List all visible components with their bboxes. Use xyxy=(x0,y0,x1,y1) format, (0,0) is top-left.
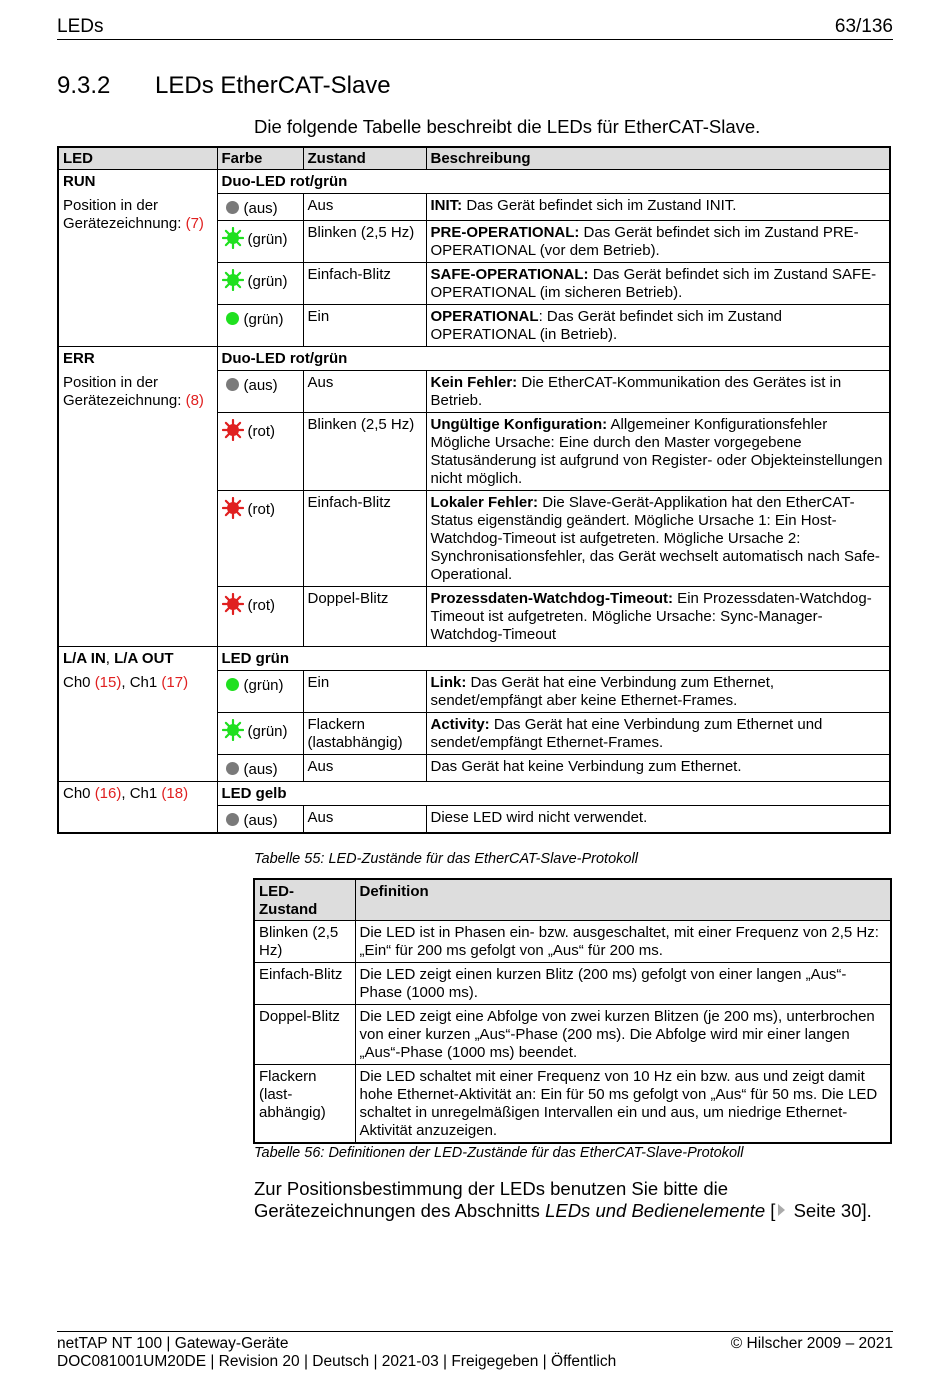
description-bold: Link: xyxy=(430,674,467,691)
ch1-ref[interactable]: (17) xyxy=(161,673,189,691)
color-label: (grün) xyxy=(247,231,288,248)
description-bold: Activity: xyxy=(430,716,490,733)
color-label: (grün) xyxy=(247,273,288,290)
section-number: 9.3.2 xyxy=(57,72,111,99)
group-type-row xyxy=(58,647,890,671)
led-type-cell xyxy=(217,347,890,371)
color-cell xyxy=(217,371,303,413)
state-cell: Blinken (2,5 Hz) xyxy=(303,221,426,263)
position-ref[interactable]: (7) xyxy=(185,214,204,232)
color-cell xyxy=(217,263,303,305)
footer-doc-info: DOC081001UM20DE | Revision 20 | Deutsch | 2021-03 | Freigegeben | Öffentlich xyxy=(57,1353,617,1370)
color-label: (rot) xyxy=(247,501,275,518)
state-cell: Aus xyxy=(303,755,426,782)
table-row xyxy=(58,371,890,413)
col-header-beschreibung: Beschreibung xyxy=(426,147,890,170)
description-text: Das Gerät befindet sich im Zustand INIT. xyxy=(462,197,737,214)
description-bold: Ungültige Konfiguration: xyxy=(430,416,608,433)
header-section: LEDs xyxy=(57,16,104,37)
description-text: Die Slave-Gerät-Applikation hat den EtherCAT-Status eigenständig geändert. Mögliche Ursache 1: Ein Host-Watchdog-Timeout ist aufgetreten. Mögliche Ursache 2: Synchronisationsfehler, das Gerät wechselt automatisch nach Safe-Operational. xyxy=(430,494,880,583)
grey-dot-icon xyxy=(226,378,239,391)
led-name-cell xyxy=(58,170,217,194)
table-row xyxy=(58,671,890,713)
color-cell xyxy=(217,413,303,491)
state-cell: Ein xyxy=(303,671,426,713)
description-text: Das Gerät befindet sich im Zustand SAFE-OPERATIONAL (im sicheren Betrieb). xyxy=(430,266,877,301)
led-type-cell xyxy=(217,647,890,671)
description-cell xyxy=(426,713,890,755)
green-blink-icon xyxy=(222,719,244,741)
description-bold: Kein Fehler: xyxy=(430,374,518,391)
description-bold: PRE-OPERATIONAL: xyxy=(430,224,580,241)
green-blink-icon xyxy=(222,269,244,291)
led-type: LED gelb xyxy=(221,785,287,802)
color-label: (aus) xyxy=(243,377,278,394)
page-footer xyxy=(57,1331,893,1371)
description-cell xyxy=(426,221,890,263)
led-position-cell xyxy=(58,671,217,782)
description-cell xyxy=(426,587,890,647)
color-label: (aus) xyxy=(243,200,278,217)
ch0-ref[interactable]: (15) xyxy=(94,673,122,691)
description-text: Das Gerät hat eine Verbindung zum Ethernet, sendet/empfängt aber keine Ethernet-Frames. xyxy=(430,674,775,709)
color-label: (rot) xyxy=(247,423,275,440)
red-blink-icon xyxy=(222,419,244,441)
section-title: LEDs EtherCAT-Slave xyxy=(155,72,391,99)
ch1-ref[interactable]: (18) xyxy=(161,785,189,802)
description-cell xyxy=(426,305,890,347)
description-text: : Das Gerät befindet sich im Zustand OPERATIONAL (in Betrieb). xyxy=(430,308,783,343)
color-cell xyxy=(217,806,303,834)
ch0-label: Ch0 xyxy=(63,785,95,802)
position-ref[interactable]: (8) xyxy=(185,391,204,409)
state-cell: Aus xyxy=(303,806,426,834)
col-header-farbe: Farbe xyxy=(217,147,303,170)
group-type-row xyxy=(58,170,890,194)
green-blink-icon xyxy=(222,227,244,249)
grey-dot-icon xyxy=(226,813,239,826)
color-label: (aus) xyxy=(243,812,278,829)
state-cell: Aus xyxy=(303,194,426,221)
arrow-right-icon xyxy=(778,1204,785,1216)
led-name-la-in: L/A IN xyxy=(63,650,106,667)
color-label: (rot) xyxy=(247,597,275,614)
color-label: (aus) xyxy=(243,761,278,778)
page-ref-link[interactable]: Seite 30 xyxy=(788,1200,862,1221)
state-cell: Einfach-Blitz xyxy=(303,263,426,305)
color-cell xyxy=(217,671,303,713)
ch1-label: , Ch1 xyxy=(121,673,162,691)
led-state-cell: Doppel-Blitz xyxy=(254,1005,355,1065)
led-type: Duo-LED rot/grün xyxy=(221,173,348,190)
description-bold: Prozessdaten-Watchdog-Timeout: xyxy=(430,590,674,607)
color-label: (grün) xyxy=(243,677,284,694)
description-cell xyxy=(426,491,890,587)
definition-cell: Die LED zeigt eine Abfolge von zwei kurzen Blitzen (je 200 ms), unterbrochen von einer kurzen „Aus“-Phase (200 ms). Die Abfolge wird mir einer langen „Aus“-Phase (1000 ms) beendet. xyxy=(355,1005,891,1065)
led-type: Duo-LED rot/grün xyxy=(221,350,348,367)
color-cell xyxy=(217,587,303,647)
section-link[interactable]: LEDs und Bedienelemente xyxy=(545,1200,766,1221)
header-page-number: 63/136 xyxy=(834,16,893,37)
description-text: Das Gerät hat eine Verbindung zum Ethernet und sendet/empfängt Ethernet-Frames. xyxy=(430,716,823,751)
green-dot-icon xyxy=(226,312,239,325)
color-cell xyxy=(217,713,303,755)
state-cell: Blinken (2,5 Hz) xyxy=(303,413,426,491)
description-text: Die EtherCAT-Kommunikation des Gerätes ist in Betrieb. xyxy=(430,374,842,409)
description-text: Ein Prozessdaten-Watchdog-Timeout ist aufgetreten. Mögliche Ursache: Sync-Manager-Watchdog-Timeout xyxy=(430,590,872,643)
color-cell xyxy=(217,491,303,587)
led-name-la-out: L/A OUT xyxy=(114,650,174,667)
description-text: Diese LED wird nicht verwendet. xyxy=(430,809,648,826)
led-position-cell xyxy=(58,371,217,647)
table-row xyxy=(254,963,891,1005)
description-cell xyxy=(426,371,890,413)
state-cell: Einfach-Blitz xyxy=(303,491,426,587)
col-header-led: LED xyxy=(58,147,217,170)
table55-caption: Tabelle 55: LED-Zustände für das EtherCAT-Slave-Protokoll xyxy=(254,851,638,867)
color-cell xyxy=(217,221,303,263)
table-row xyxy=(254,921,891,963)
led-name-cell xyxy=(58,647,217,671)
led-position-cell xyxy=(58,194,217,347)
outro-line2: Gerätezeichnungen des Abschnitts xyxy=(254,1200,546,1221)
led-states-table xyxy=(57,146,891,834)
led-type-cell xyxy=(217,782,890,806)
outro-line1: Zur Positionsbestimmung der LEDs benutzen Sie bitte die xyxy=(254,1178,729,1199)
description-bold: SAFE-OPERATIONAL: xyxy=(430,266,589,283)
led-name: ERR xyxy=(63,350,95,367)
description-text: Allgemeiner Konfigurationsfehler Mögliche Ursache: Eine durch den Master vorgegebene Statusänderung ist aufgrund von Register- oder Objekteinstellungen nicht möglich. xyxy=(430,416,883,487)
state-cell: Doppel-Blitz xyxy=(303,587,426,647)
description-bold: INIT: xyxy=(430,197,463,214)
description-bold: OPERATIONAL xyxy=(430,308,539,325)
description-bold: Lokaler Fehler: xyxy=(430,494,539,511)
red-blink-icon xyxy=(222,593,244,615)
page-header xyxy=(57,14,893,40)
led-name: RUN xyxy=(63,173,96,190)
description-cell xyxy=(426,413,890,491)
bracket-close: ]. xyxy=(861,1200,872,1221)
table-row xyxy=(254,1005,891,1065)
description-text: Das Gerät befindet sich im Zustand PRE-OPERATIONAL (vor dem Betrieb). xyxy=(430,224,859,259)
col-header-zustand: Zustand xyxy=(303,147,426,170)
led-type: LED grün xyxy=(221,650,289,667)
bracket-open: [ xyxy=(765,1200,776,1221)
color-cell xyxy=(217,194,303,221)
led-state-cell: Flackern (last-abhängig) xyxy=(254,1065,355,1144)
group-type-row xyxy=(58,782,890,806)
led-state-cell: Blinken (2,5 Hz) xyxy=(254,921,355,963)
led-definitions-table xyxy=(253,878,892,1144)
ch1-label: , Ch1 xyxy=(121,785,162,802)
led-name-cell xyxy=(58,782,217,806)
definition-cell: Die LED zeigt einen kurzen Blitz (200 ms) gefolgt von einer langen „Aus“-Phase (1000 ms). xyxy=(355,963,891,1005)
position-label: Position in der Gerätezeichnung: xyxy=(63,196,182,232)
color-cell xyxy=(217,305,303,347)
table-header-row xyxy=(58,147,890,170)
col-header-led-zustand: LED- Zustand xyxy=(254,879,355,921)
state-cell: Flackern (lastabhängig) xyxy=(303,713,426,755)
section-heading xyxy=(57,72,391,100)
color-label: (grün) xyxy=(243,311,284,328)
description-text: Das Gerät hat keine Verbindung zum Ethernet. xyxy=(430,758,742,775)
table56-caption: Tabelle 56: Definitionen der LED-Zustände für das EtherCAT-Slave-Protokoll xyxy=(254,1145,744,1161)
led-state-cell: Einfach-Blitz xyxy=(254,963,355,1005)
led-name-cell xyxy=(58,347,217,371)
table-row xyxy=(254,1065,891,1144)
grey-dot-icon xyxy=(226,762,239,775)
state-cell: Ein xyxy=(303,305,426,347)
led-type-cell xyxy=(217,170,890,194)
led-position-cell xyxy=(58,806,217,834)
ch0-label: Ch0 xyxy=(63,673,95,691)
state-cell: Aus xyxy=(303,371,426,413)
grey-dot-icon xyxy=(226,201,239,214)
green-dot-icon xyxy=(226,678,239,691)
col-header-definition: Definition xyxy=(355,879,891,921)
color-label: (grün) xyxy=(247,723,288,740)
description-cell xyxy=(426,671,890,713)
description-cell xyxy=(426,806,890,834)
description-cell xyxy=(426,755,890,782)
outro-paragraph xyxy=(254,1178,872,1222)
color-cell xyxy=(217,755,303,782)
definition-cell: Die LED ist in Phasen ein- bzw. ausgeschaltet, mit einer Frequenz von 2,5 Hz: „Ein“ für 200 ms gefolgt von „Aus“ für 200 ms. xyxy=(355,921,891,963)
definition-cell: Die LED schaltet mit einer Frequenz von 10 Hz ein bzw. aus und zeigt damit hohe Ethernet-Aktivität an: Ein für 50 ms gefolgt von „Aus“ für 50 ms. Die LED schaltet in unregelmäßigen Intervallen ein und aus, um niedrige Ethernet-Aktivität anzuzeigen. xyxy=(355,1065,891,1144)
group-type-row xyxy=(58,347,890,371)
intro-text: Die folgende Tabelle beschreibt die LEDs für EtherCAT-Slave. xyxy=(254,116,761,137)
ch0-ref[interactable]: (16) xyxy=(94,785,122,802)
table-header-row xyxy=(254,879,891,921)
table-row xyxy=(58,806,890,834)
red-blink-icon xyxy=(222,497,244,519)
table-row xyxy=(58,194,890,221)
footer-product: netTAP NT 100 | Gateway-Geräte xyxy=(57,1335,289,1352)
led-name-sep: , xyxy=(105,650,115,667)
position-label: Position in der Gerätezeichnung: xyxy=(63,373,182,409)
description-cell xyxy=(426,263,890,305)
description-cell xyxy=(426,194,890,221)
footer-copyright: © Hilscher 2009 – 2021 xyxy=(730,1335,893,1352)
